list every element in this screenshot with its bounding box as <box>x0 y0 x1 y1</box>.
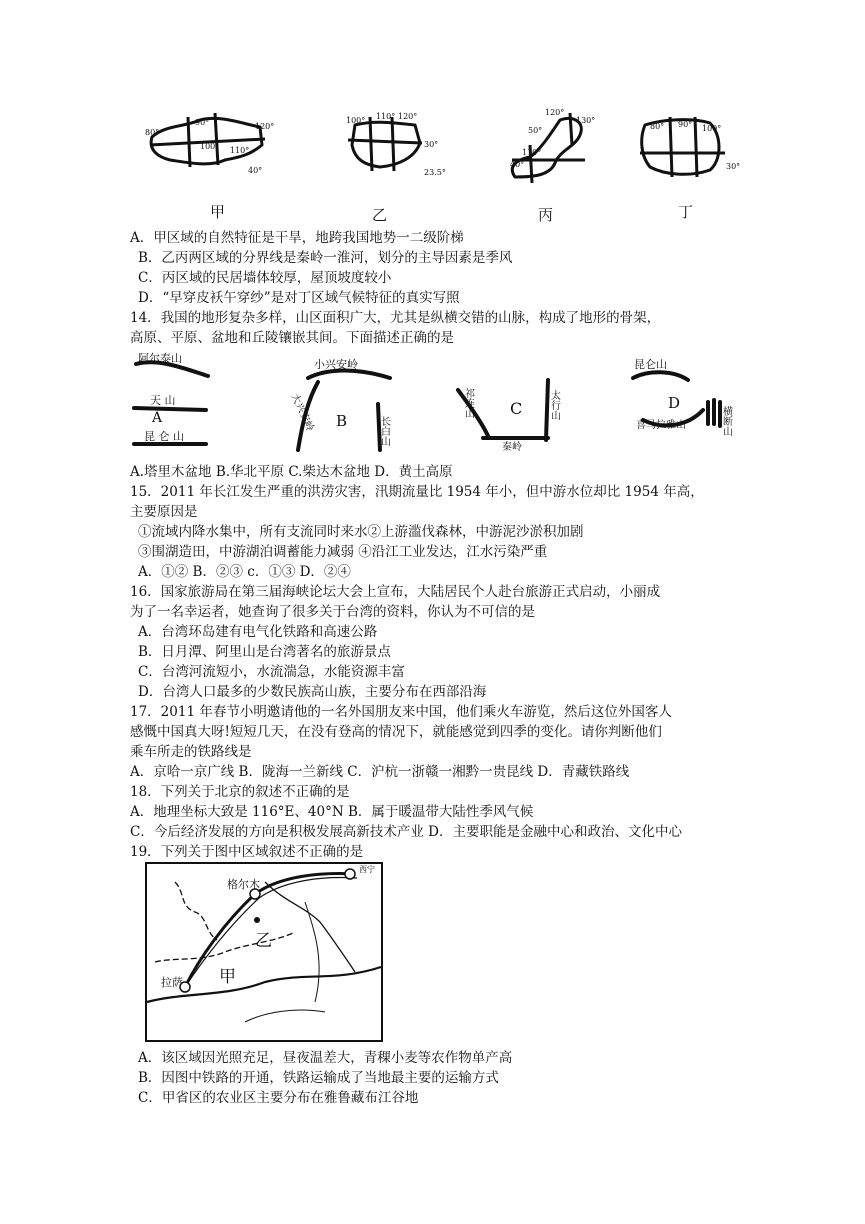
map-label-bing: 丙 <box>538 206 554 224</box>
terrain-label: 长白山 <box>378 416 390 446</box>
jia-tick: 90° <box>195 118 210 127</box>
q14-stem-line-2: 高原、平原、盆地和丘陵镶嵌其间。下面描述正确的是 <box>130 330 454 346</box>
terrain-label: 大兴安岭 <box>288 392 316 434</box>
terrain-label: 太行山 <box>548 390 560 420</box>
q16-option-c: C．台湾河流短小，水流湍急，水能资源丰富 <box>138 664 405 680</box>
q13-option-d: D．“早穿皮袄午穿纱”是对丁区域气候特征的真实写照 <box>138 290 460 306</box>
ding-tick: 90° <box>678 120 693 129</box>
map-label-yi: 乙 <box>372 206 388 224</box>
q16-stem-line-1: 16．国家旅游局在第三届海峡论坛大会上宣布，大陆居民个人赴台旅游正式启动，小丽成 <box>130 584 661 600</box>
q13-option-b: B．乙丙两区域的分界线是秦岭一淮河，划分的主导因素是季风 <box>138 250 513 266</box>
q15-stem-line-2: 主要原因是 <box>130 504 198 520</box>
railway-label-jia: 甲 <box>219 967 236 987</box>
bing-tick: 110° <box>522 148 542 157</box>
q14-stem-line-1: 14．我国的地形复杂多样，山区面积广大，尤其是纵横交错的山脉，构成了地形的骨架， <box>130 310 661 326</box>
region-maps-figure <box>130 105 750 230</box>
terrain-letter-d: D <box>668 394 681 412</box>
terrain-label: 昆 仑 山 <box>144 430 184 443</box>
jia-tick: 110° <box>230 146 250 155</box>
railway-label-xining: 西宁 <box>359 865 375 874</box>
jia-tick: 120° <box>255 122 275 131</box>
terrain-label: 昆仑山 <box>634 358 667 371</box>
q13-option-a: A．甲区域的自然特征是干旱，地跨我国地势一二级阶梯 <box>130 230 464 246</box>
q16-stem-line-2: 为了一名幸运者，她查询了很多关于台湾的资料，你认为不可信的是 <box>130 604 535 620</box>
terrain-label: 小兴安岭 <box>314 358 358 371</box>
q17-stem-line-3: 乘车所走的铁路线是 <box>130 744 252 760</box>
railway-label-golmud: 格尔木 <box>227 878 260 891</box>
railway-label-yi: 乙 <box>255 931 272 951</box>
q17-stem-line-2: 感慨中国真大呀!短短几天，在没有登高的情况下，就能感觉到四季的变化。请你判断他们 <box>130 724 662 740</box>
jia-tick: 40° <box>248 166 263 175</box>
q19-option-c: C．甲省区的农业区主要分布在雅鲁藏布江谷地 <box>138 1090 419 1106</box>
yi-tick: 110° <box>376 112 396 121</box>
bing-tick: 40° <box>510 160 525 169</box>
q19-option-b: B．因图中铁路的开通，铁路运输成了当地最主要的运输方式 <box>138 1070 499 1086</box>
map-label-ding: 丁 <box>678 203 694 221</box>
bing-tick: 50° <box>528 126 543 135</box>
q13-option-c: C．丙区域的民居墙体较厚，屋顶坡度较小 <box>138 270 392 286</box>
jia-tick: 80° <box>145 128 160 137</box>
terrain-label: 祁连山 <box>462 388 474 418</box>
ding-tick: 80° <box>650 122 665 131</box>
terrain-label: 秦岭 <box>502 442 522 453</box>
ding-tick: 30° <box>726 162 741 171</box>
jia-tick: 100° <box>200 142 220 151</box>
railway-label-lhasa: 拉萨 <box>161 976 183 989</box>
q18-options-line-1: A．地理坐标大致是 116°E、40°N B．属于暖温带大陆性季风气候 <box>130 804 534 820</box>
q16-option-b: B．日月潭、阿里山是台湾著名的旅游景点 <box>138 644 391 660</box>
map-label-jia: 甲 <box>210 203 226 221</box>
terrain-maps-figure <box>128 350 748 456</box>
bing-tick: 120° <box>545 108 565 117</box>
q15-stem-line-1: 15．2011 年长江发生严重的洪涝灾害，汛期流量比 1954 年小，但中游水位却比 1954 年高， <box>130 484 704 500</box>
terrain-label: 阿尔泰山 <box>138 352 182 365</box>
ding-tick: 100° <box>702 124 722 133</box>
q15-options: A．①② B．②③ c．①③ D．②④ <box>138 564 351 580</box>
q15-items-line-1: ①流域内降水集中，所有支流同时来水②上游滥伐森林，中游泥沙淤积加剧 <box>138 524 584 540</box>
map-yi-outline <box>352 122 420 167</box>
q19-option-a: A．该区域因光照充足，昼夜温差大，青稞小麦等农作物单产高 <box>138 1050 513 1066</box>
q19-stem: 19．下列关于图中区域叙述不正确的是 <box>130 844 364 860</box>
terrain-label: 天 山 <box>150 394 176 407</box>
yi-tick: 120° <box>398 112 418 121</box>
q17-options: A．京哈一京广线 B．陇海一兰新线 C．沪杭一浙赣一湘黔一贵昆线 D．青藏铁路线 <box>130 764 630 780</box>
terrain-letter-b: B <box>336 412 348 430</box>
yi-tick: 30° <box>424 140 439 149</box>
terrain-letter-a: A <box>152 410 163 426</box>
q14-options: A.塔里木盆地 B.华北平原 C.柴达木盆地 D．黄土高原 <box>130 464 453 480</box>
q16-option-d: D．台湾人口最多的少数民族高山族，主要分布在西部沿海 <box>138 684 487 700</box>
bing-tick: 130° <box>576 116 596 125</box>
q18-stem: 18．下列关于北京的叙述不正确的是 <box>130 784 350 800</box>
q17-stem-line-1: 17．2011 年春节小明邀请他的一名外国朋友来中国，他们乘火车游览，然后这位外国客人 <box>130 704 672 720</box>
q16-option-a: A．台湾环岛建有电气化铁路和高速公路 <box>138 624 378 640</box>
terrain-label: 喜马拉雅山 <box>636 420 686 431</box>
yi-tick: 23.5° <box>424 168 446 177</box>
terrain-letter-c: C <box>510 399 523 418</box>
q15-items-line-2: ③围湖造田，中游湖泊调蓄能力减弱 ④沿江工业发达，江水污染严重 <box>138 544 548 560</box>
terrain-label: 横断山 <box>720 406 732 436</box>
yi-tick: 100° <box>346 116 366 125</box>
q18-options-line-2: C．今后经济发展的方向是积极发展高新技术产业 D．主要职能是金融中心和政治、文化中心 <box>130 824 682 840</box>
railway-map-figure <box>145 862 385 1044</box>
